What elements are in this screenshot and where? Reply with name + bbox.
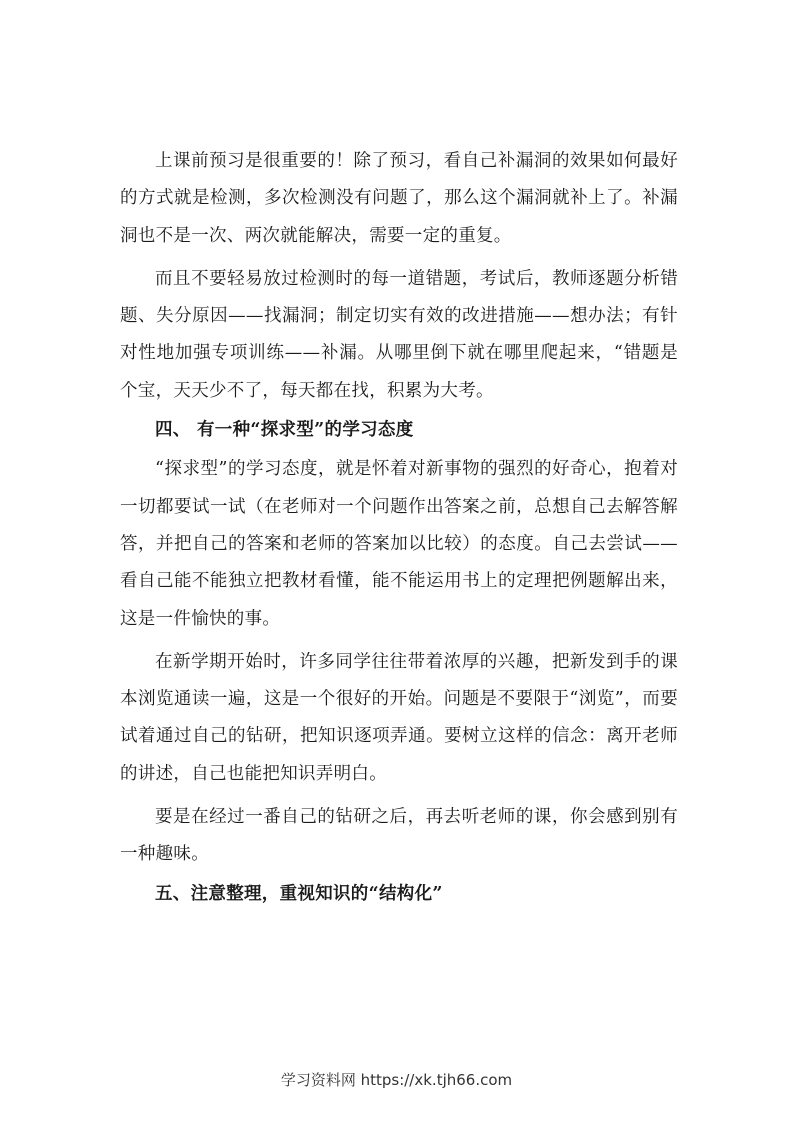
footer-watermark: 学习资料网 https://xk.tjh66.com: [280, 1071, 513, 1089]
document-body: [120, 143, 678, 913]
paragraph-extra-interest: 要是在经过一番自己的钻研之后，再去听老师的课，你会感到别有一种趣味。: [120, 807, 678, 865]
paragraph-exploratory-attitude: “探求型”的学习态度，就是怀着对新事物的强烈的好奇心，抱着对一切都要试一试（在老师对一个问题作出答案之前，总想自己去解答解答，并把自己的答案和老师的答案加以比较）的态度。自己去尝试——看自己能不能独立把教材看懂，能不能运用书上的定理把例题解出来，这是一件愉快的事。: [120, 459, 678, 629]
section-heading-5: 五、注意整理，重视知识的“结构化”: [155, 883, 443, 904]
paragraph-error-review: 而且不要轻易放过检测时的每一道错题，考试后，教师逐题分析错题、失分原因——找漏洞；制定切实有效的改进措施——想办法；有针对性地加强专项训练——补漏。从哪里倒下就在哪里爬起来，“错题是个宝，天天少不了，每天都在找，积累为大考。: [120, 268, 678, 401]
paragraph-new-semester: 在新学期开始时，许多同学往往带着浓厚的兴趣，把新发到手的课本浏览通读一遍，这是一个很好的开始。问题是不要限于“浏览”，而要试着通过自己的钻研，把知识逐项弄通。要树立这样的信念：离开老师的讲述，自己也能把知识弄明白。: [120, 651, 678, 784]
section-heading-4: 四、 有一种“探求型”的学习态度: [155, 420, 414, 441]
paragraph-preview-importance: 上课前预习是很重要的！除了预习，看自己补漏洞的效果如何最好的方式就是检测，多次检测没有问题了，那么这个漏洞就补上了。补漏洞也不是一次、两次就能解决，需要一定的重复。: [120, 151, 678, 246]
